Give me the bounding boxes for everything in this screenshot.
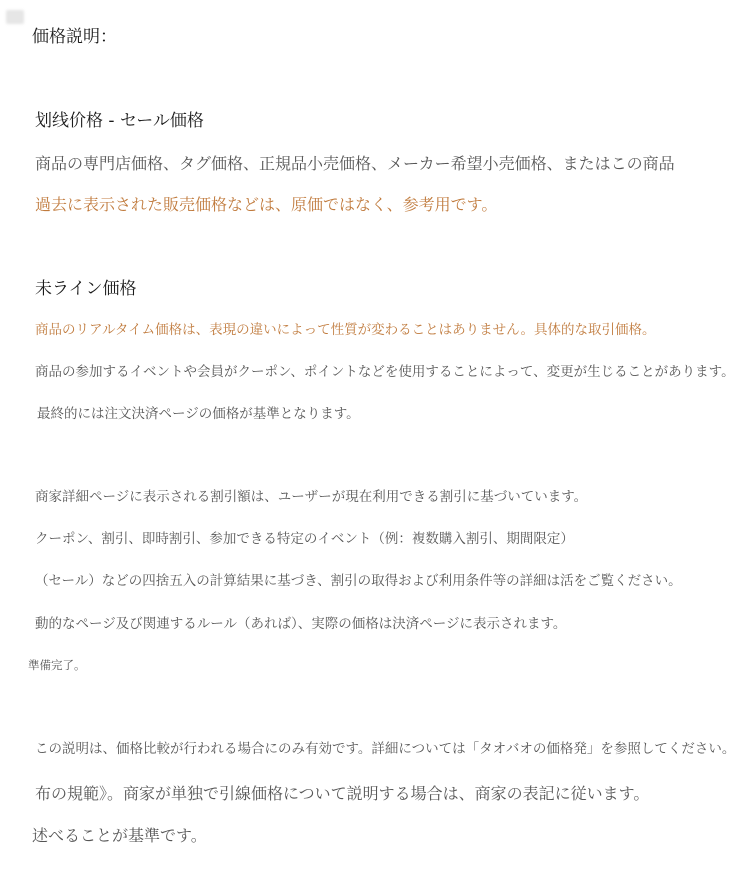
discount-line-4: 動的なページ及び関連するルール（あれば）、実際の価格は決済ページに表示されます。 (35, 616, 567, 632)
page-title: 価格説明： (32, 27, 117, 47)
discount-line-2: クーポン、割引、即時割引、参加できる特定のイベント（例：複数購入割引、期間限定） (35, 531, 574, 547)
strikethrough-price-line-2: 過去に表示された販売価格などは、原価ではなく、参考用です。 (35, 195, 498, 214)
unlined-price-line-3: 最終的には注文決済ページの価格が基準となります。 (37, 406, 360, 422)
note-line-2: 布の規範》。商家が単独で引線価格について説明する場合は、商家の表記に従います。 (35, 784, 650, 803)
strikethrough-price-line-1: 商品の専門店価格、タグ価格、正規品小売価格、メーカー希望小売価格、またはこの商品 (35, 154, 675, 173)
note-line-1: この説明は、価格比較が行われる場合にのみ有効です。詳細については「タオバオの価格発」を参照してください。 (35, 741, 736, 757)
unlined-price-heading: 未ライン価格 (35, 279, 137, 299)
strikethrough-price-heading: 划线价格 - セール価格 (35, 111, 204, 131)
discount-line-1: 商家詳細ページに表示される割引額は、ユーザーが現在利用できる割引に基づいています。 (35, 489, 588, 505)
discount-line-5: 準備完了。 (28, 658, 86, 672)
discount-line-3: （セール）などの四捨五入の計算結果に基づき、割引の取得および利用条件等の詳細は活をご覧ください。 (35, 573, 682, 589)
unlined-price-line-2: 商品の参加するイベントや会員がクーポン、ポイントなどを使用することによって、変更が生じることがあります。 (35, 364, 735, 380)
unlined-price-line-1: 商品のリアルタイム価格は、表現の違いによって性質が変わることはありません。具体的な取引価格。 (35, 322, 656, 338)
note-line-3: 述べることが基準です。 (32, 826, 207, 845)
blurred-corner-icon (6, 10, 24, 24)
